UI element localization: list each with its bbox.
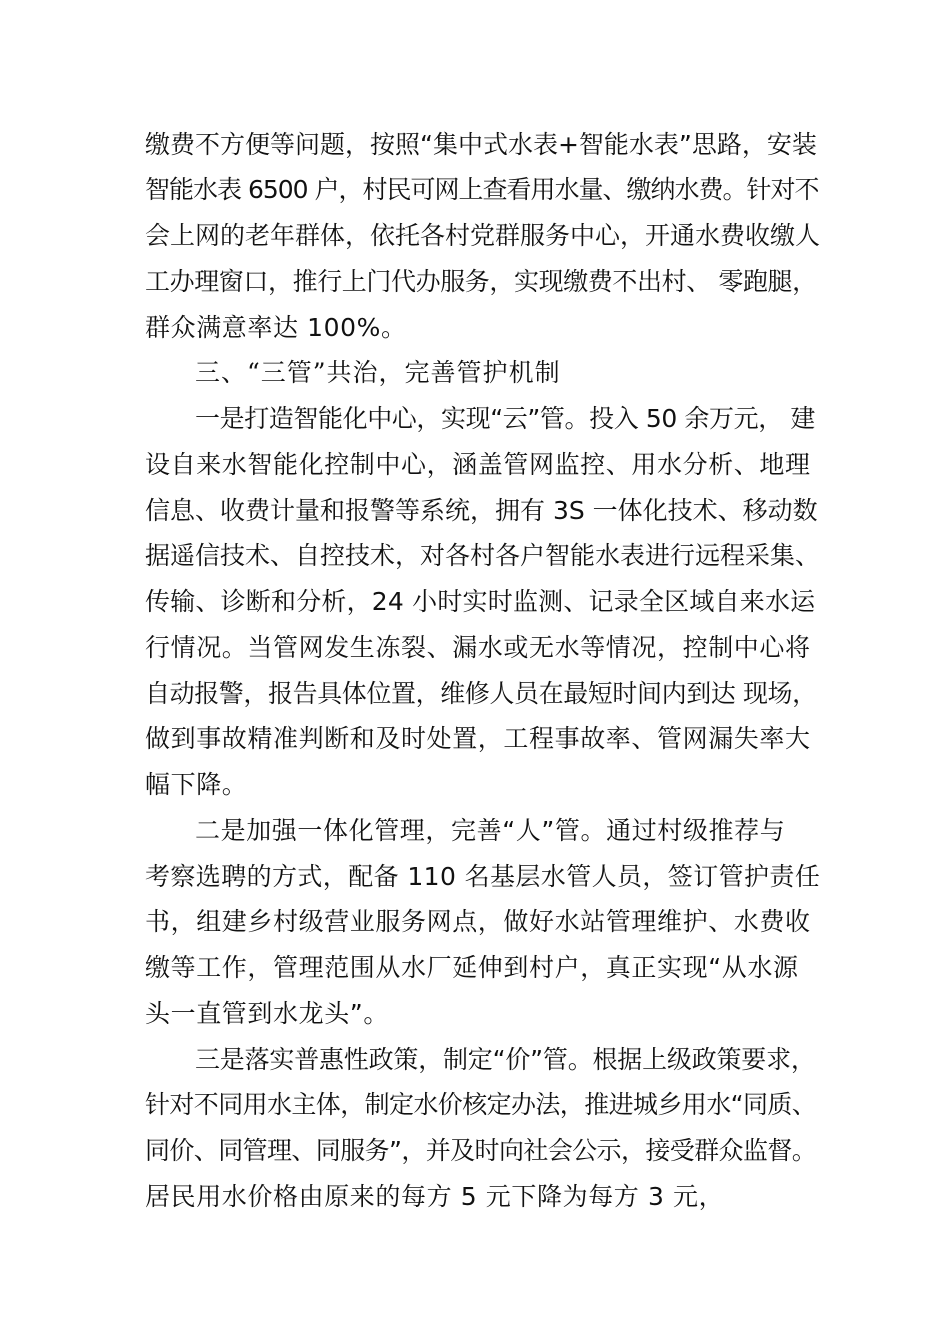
paragraph-line: 缴等工作，管理范围从水厂延伸到村户，真正实现“从水源 [145, 953, 799, 982]
paragraph-line: 考察选聘的方式，配备 110 名基层水管人员，签订管护责任 [145, 862, 821, 891]
paragraph-line: 做到事故精准判断和及时处置，工程事故率、管网漏失率大 [145, 724, 811, 753]
paragraph-line: 针对不同用水主体，制定水价核定办法，推进城乡用水“同质、 [145, 1090, 817, 1119]
paragraph-line: 缴费不方便等问题，按照“集中式水表+智能水表”思路，安装 [145, 130, 817, 159]
paragraph-line: 据遥信技术、自控技术，对各村各户智能水表进行远程采集、 [145, 541, 821, 570]
paragraph-line: 传输、诊断和分析，24 小时实时监测、记录全区域自来水运 [145, 587, 816, 616]
paragraph-line: 设自来水智能化控制中心，涵盖管网监控、用水分析、地理 [145, 450, 811, 479]
paragraph-line: 群众满意率达 100%。 [145, 313, 407, 342]
paragraph-line: 自动报警，报告具体位置，维修人员在最短时间内到达 现场， [145, 679, 817, 708]
paragraph-line: 会上网的老年群体，依托各村党群服务中心，开通水费收缴人 [145, 221, 821, 250]
paragraph-line: 同价、同管理、同服务”，并及时向社会公示，接受群众监督。 [145, 1136, 817, 1165]
paragraph-line: 行情况。当管网发生冻裂、漏水或无水等情况，控制中心将 [145, 633, 811, 662]
paragraph-line: 信息、收费计量和报警等系统，拥有 3S 一体化技术、移动数 [145, 496, 818, 525]
section-heading: 三、“三管”共治，完善管护机制 [195, 358, 561, 387]
paragraph-line: 工办理窗口，推行上门代办服务，实现缴费不出村、 零跑腿， [145, 267, 817, 296]
paragraph-line: 头一直管到水龙头”。 [145, 999, 389, 1028]
paragraph-line: 居民用水价格由原来的每方 5 元下降为每方 3 元， [145, 1182, 725, 1211]
paragraph-line: 三是落实普惠性政策，制定“价”管。根据上级政策要求， [195, 1045, 816, 1074]
paragraph-line: 一是打造智能化中心，实现“云”管。投入 50 余万元， 建 [195, 404, 815, 433]
paragraph-line: 智能水表 6500 户，村民可网上查看用水量、缴纳水费。针对不 [145, 175, 819, 204]
paragraph-line: 幅下降。 [145, 770, 248, 799]
paragraph-line: 书，组建乡村级营业服务网点，做好水站管理维护、水费收 [145, 907, 811, 936]
paragraph-line: 二是加强一体化管理，完善“人”管。通过村级推荐与 [195, 816, 786, 845]
